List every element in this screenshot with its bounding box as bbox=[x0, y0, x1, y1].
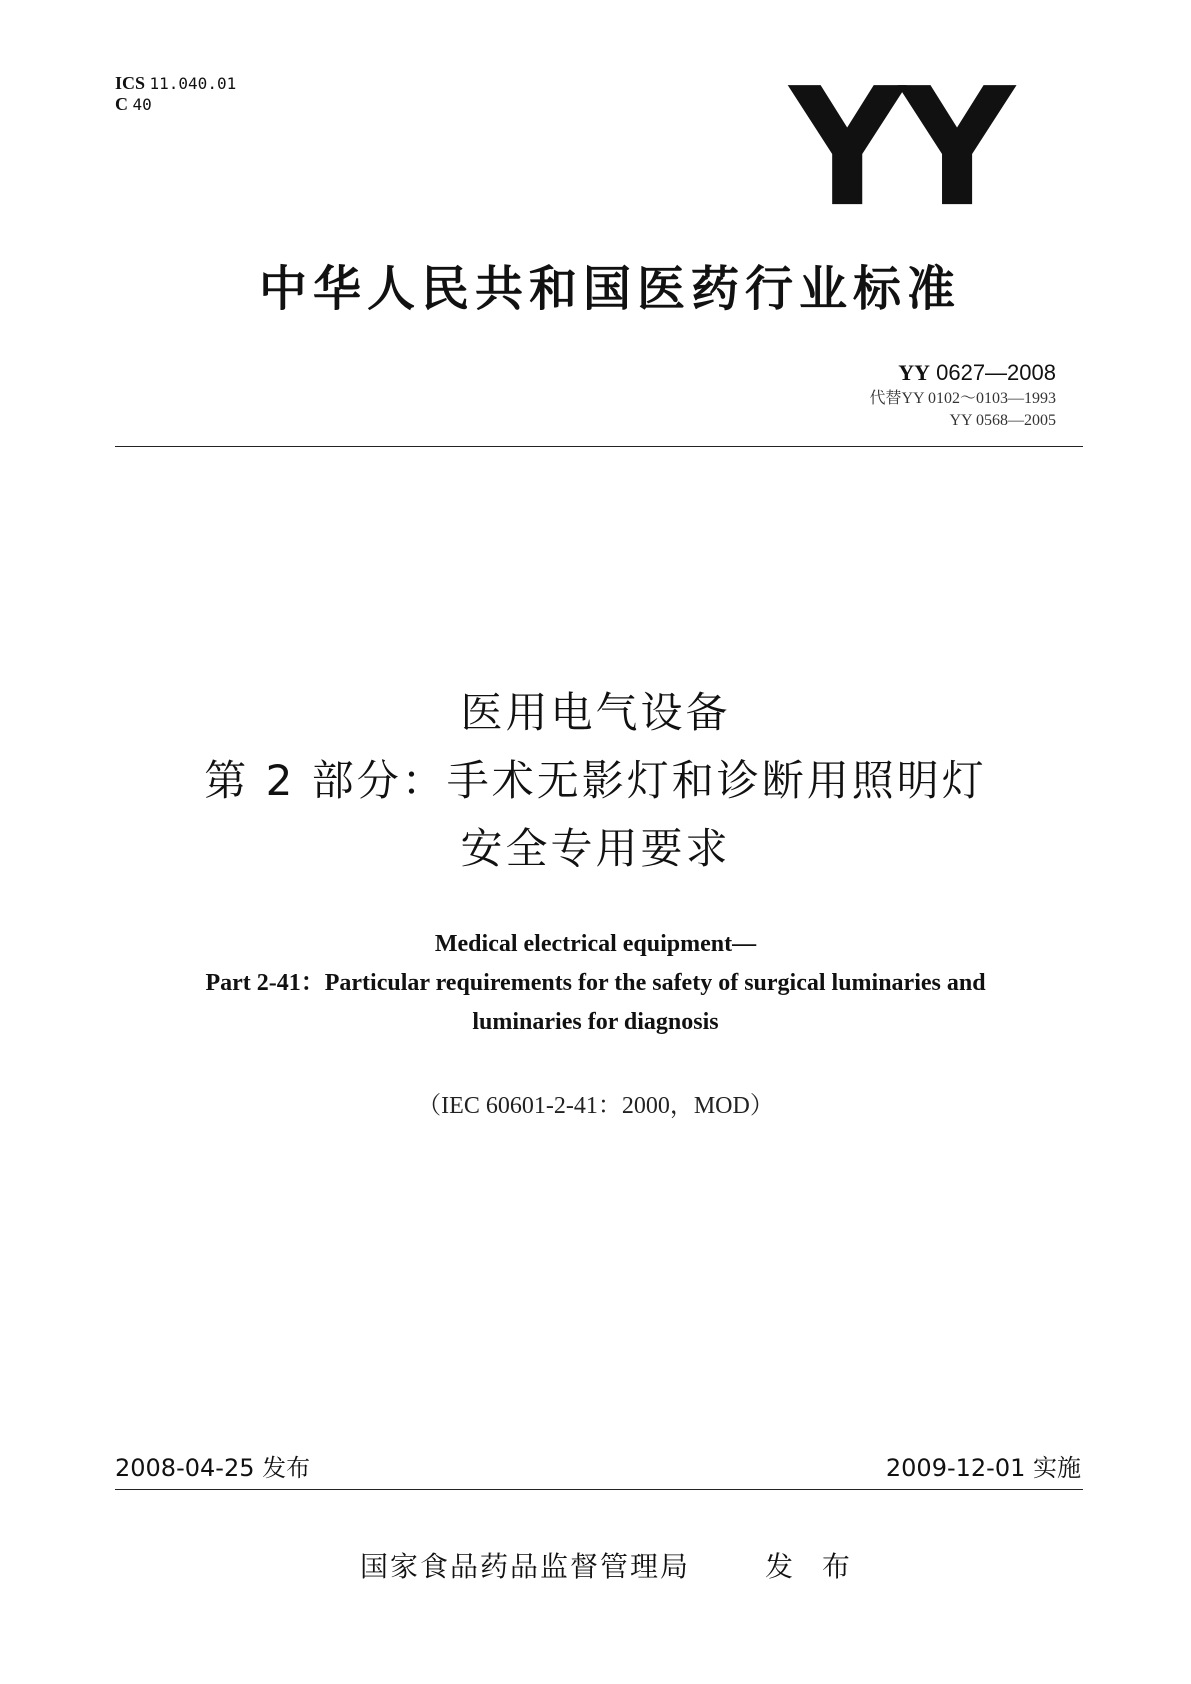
ics-code: 11.040.01 bbox=[149, 74, 237, 93]
replaces-line: 代替YY 0102～0103—1993 bbox=[869, 390, 1056, 407]
standard-code: 0627—2008 bbox=[936, 360, 1056, 385]
en-title-line-2: Part 2-41：Particular requirements for the safety of surgical luminaries and bbox=[205, 970, 986, 996]
standard-title: 中华人民共和国医药行业标准 bbox=[258, 261, 961, 317]
footer-divider bbox=[115, 1489, 1083, 1490]
ccs-line bbox=[115, 94, 236, 115]
ics-line bbox=[115, 73, 236, 94]
standard-number bbox=[898, 360, 1056, 386]
issuer: 国家食品药品监督管理局 bbox=[360, 1550, 691, 1583]
replaces-line: YY 0568—2005 bbox=[949, 412, 1056, 429]
ics-label: ICS bbox=[115, 73, 146, 93]
header-divider bbox=[115, 446, 1083, 447]
en-title-line-1: Medical electrical equipment— bbox=[434, 931, 757, 957]
cn-title-line-3: 安全专用要求 bbox=[460, 824, 731, 873]
cn-title-line-1: 医用电气设备 bbox=[460, 688, 731, 737]
replaces-block bbox=[869, 388, 1056, 432]
en-title-line-3: luminaries for diagnosis bbox=[472, 1009, 719, 1035]
publish-date: 2008-04-25 发布 bbox=[115, 1454, 311, 1482]
cn-title-line-2: 第 2 部分：手术无影灯和诊断用照明灯 bbox=[204, 756, 987, 805]
yy-logo: YY bbox=[789, 52, 1009, 243]
issue-word: 发 布 bbox=[765, 1550, 860, 1583]
standard-prefix: YY bbox=[898, 360, 930, 385]
ccs-code: 40 bbox=[132, 95, 152, 114]
classification-codes bbox=[115, 73, 236, 115]
implement-date: 2009-12-01 实施 bbox=[885, 1454, 1081, 1482]
iec-reference: （IEC 60601-2-41：2000，MOD） bbox=[417, 1093, 774, 1119]
ccs-label: C bbox=[115, 94, 128, 114]
